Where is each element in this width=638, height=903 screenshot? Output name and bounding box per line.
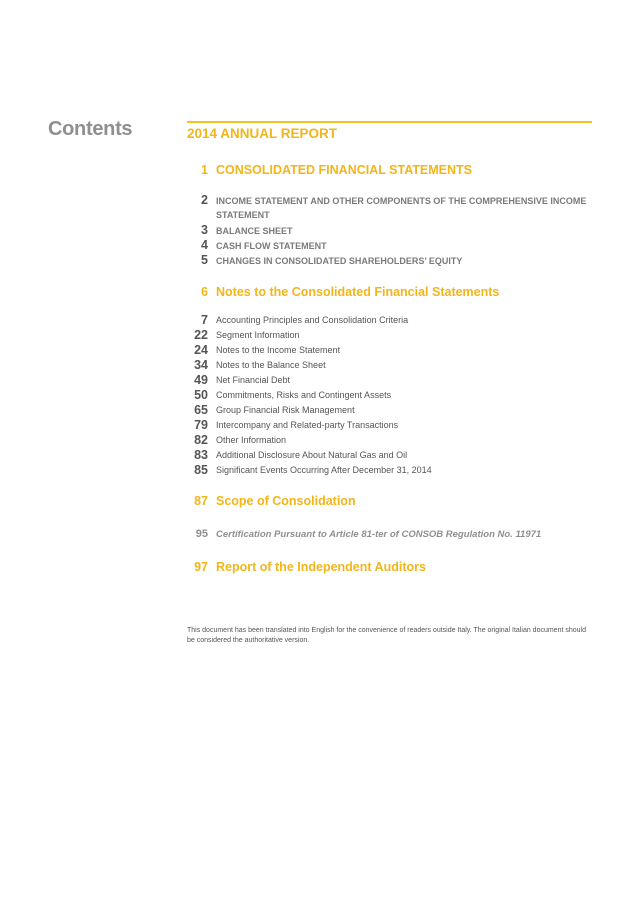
- toc-item-label: Net Financial Debt: [216, 375, 291, 385]
- toc-item-label: Accounting Principles and Consolidation Criteria: [216, 315, 409, 325]
- toc-page-number: 79: [194, 418, 208, 432]
- toc-item-natural-gas-oil[interactable]: [168, 448, 598, 462]
- report-title: 2014 ANNUAL REPORT: [187, 126, 338, 141]
- toc-item-label: Significant Events Occurring After December 31, 2014: [216, 465, 432, 475]
- toc-item-accounting-principles[interactable]: [168, 313, 598, 327]
- toc-page-number: 49: [194, 373, 208, 387]
- toc-section-label: CONSOLIDATED FINANCIAL STATEMENTS: [216, 163, 473, 177]
- toc-page-number: 34: [194, 358, 208, 372]
- toc-page-number: 82: [194, 433, 208, 447]
- toc-page-number: 4: [201, 238, 208, 252]
- toc-item-label: Additional Disclosure About Natural Gas and Oil: [216, 450, 408, 460]
- toc-section-label: Report of the Independent Auditors: [216, 560, 426, 574]
- toc-page-number: 85: [194, 463, 208, 477]
- toc-section-certification[interactable]: [168, 528, 598, 540]
- toc-item-label: CASH FLOW STATEMENT: [216, 241, 327, 251]
- toc-page-number: 5: [201, 253, 208, 267]
- toc-item-intercompany-transactions[interactable]: [168, 418, 598, 432]
- toc-page-number: 7: [201, 313, 208, 327]
- toc-page-number: 6: [201, 285, 208, 299]
- toc-item-label: Notes to the Balance Sheet: [216, 360, 326, 370]
- toc-section-notes[interactable]: [168, 285, 598, 299]
- toc-page-number: 24: [194, 343, 208, 357]
- toc-section-independent-auditors[interactable]: [168, 560, 598, 574]
- toc-page-number: 2: [201, 193, 208, 207]
- toc-item-other-information[interactable]: [168, 433, 598, 447]
- toc-item-income-statement-notes[interactable]: [168, 343, 598, 357]
- toc-page-number: 3: [201, 223, 208, 237]
- toc-section-label: Certification Pursuant to Article 81-ter of CONSOB Regulation No. 11971: [216, 529, 542, 540]
- toc-item-label: Other Information: [216, 435, 287, 445]
- toc-section-label: Scope of Consolidation: [216, 494, 356, 508]
- toc-page-number: 83: [194, 448, 208, 462]
- toc-page-number: 87: [194, 494, 208, 508]
- toc-page-number: 97: [194, 560, 208, 574]
- toc-page-number: 1: [201, 163, 208, 177]
- toc-item-financial-risk-management[interactable]: [168, 403, 598, 417]
- toc-page-number: 95: [195, 528, 208, 540]
- toc-section-scope-of-consolidation[interactable]: [168, 494, 598, 508]
- toc-section-label: Notes to the Consolidated Financial Statements: [216, 285, 500, 299]
- toc-page-number: 50: [194, 388, 208, 402]
- toc-page-number: 65: [194, 403, 208, 417]
- toc-page-number: 22: [194, 328, 208, 342]
- toc-item-label: Segment Information: [216, 330, 300, 340]
- toc-item-net-financial-debt[interactable]: [168, 373, 598, 387]
- toc-item-label: BALANCE SHEET: [216, 226, 293, 236]
- toc-item-cash-flow-statement[interactable]: [168, 238, 598, 253]
- toc-item-significant-events[interactable]: [168, 463, 598, 477]
- toc-section-consolidated-financial-statements[interactable]: [168, 163, 598, 177]
- toc-item-label: CHANGES IN CONSOLIDATED SHAREHOLDERS’ EQUITY: [216, 256, 463, 266]
- toc-item-income-statement[interactable]: [168, 193, 598, 222]
- toc-item-label: Group Financial Risk Management: [216, 405, 355, 415]
- translation-footnote: This document has been translated into English for the convenience of readers outside Italy. The original Italian document should be considered the authoritative version.: [187, 627, 586, 644]
- page-title: Contents: [48, 118, 133, 140]
- toc-item-balance-sheet[interactable]: [168, 223, 598, 238]
- toc-item-commitments-risks[interactable]: [168, 388, 598, 402]
- toc-item-label: Notes to the Income Statement: [216, 345, 341, 355]
- toc-item-balance-sheet-notes[interactable]: [168, 358, 598, 372]
- toc-item-segment-information[interactable]: [168, 328, 598, 342]
- toc-item-changes-in-equity[interactable]: [168, 253, 598, 268]
- accent-rule: [187, 121, 592, 123]
- toc-item-label: Intercompany and Related-party Transactions: [216, 420, 399, 430]
- toc-item-label: Commitments, Risks and Contingent Assets: [216, 390, 392, 400]
- toc-item-label: INCOME STATEMENT AND OTHER COMPONENTS OF THE COMPREHENSIVE INCOME STATEMENT: [216, 196, 587, 220]
